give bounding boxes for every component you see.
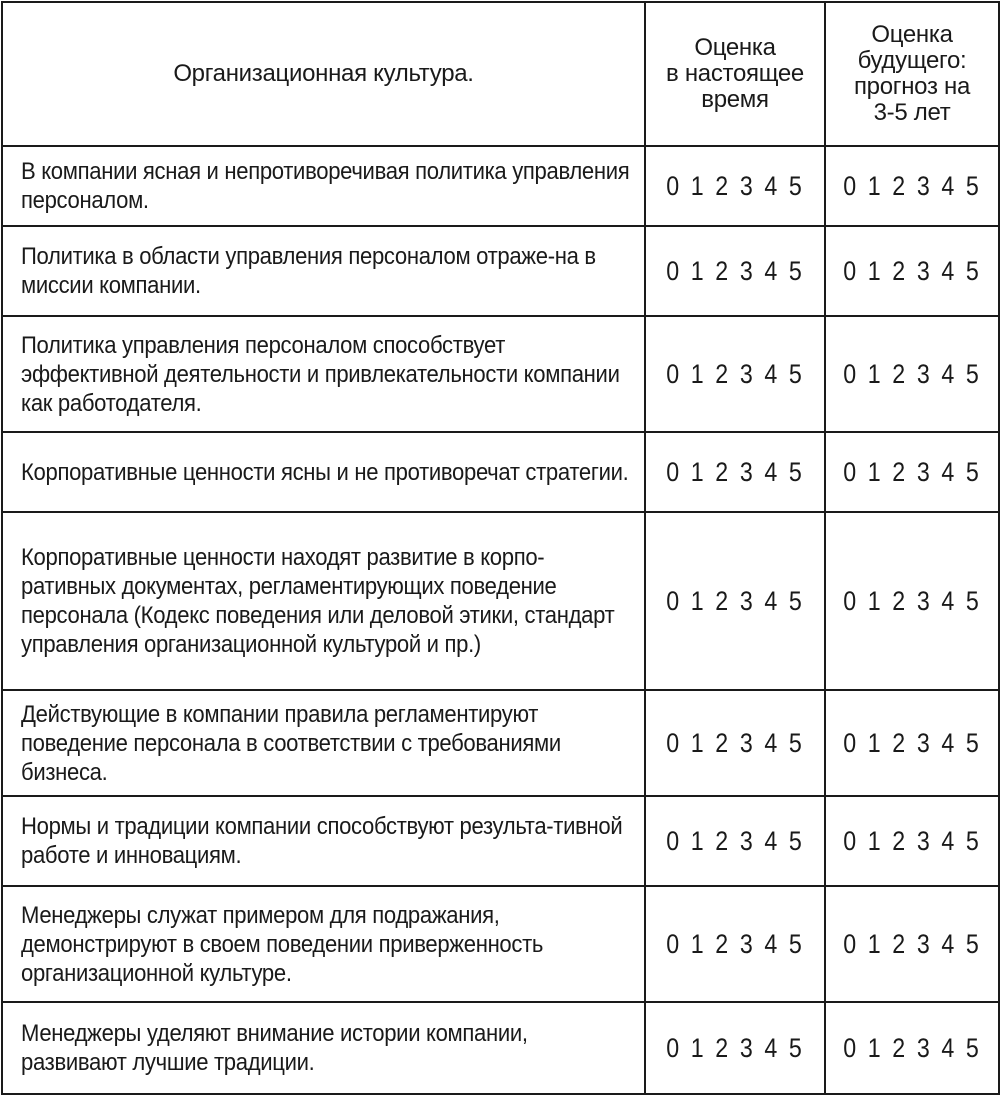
table-row [2,432,999,512]
criterion-text: Менеджеры уделяют внимание истории компании, развивают лучшие традиции. [21,1020,528,1076]
header-criterion [2,2,645,146]
future-rating-scale: 0 1 2 3 4 5 [842,170,982,201]
criterion-text: Политика управления персоналом способствует эффективной деятельности и привлекательности компании как работодателя. [21,331,620,417]
current-rating-scale: 0 1 2 3 4 5 [665,456,805,487]
criterion-cell [2,432,645,512]
future-rating-scale: 0 1 2 3 4 5 [842,456,982,487]
current-rating-scale: 0 1 2 3 4 5 [665,825,805,856]
future-rating-cell [825,690,999,796]
future-rating-scale: 0 1 2 3 4 5 [842,825,982,856]
current-rating-cell [645,432,825,512]
current-rating-scale: 0 1 2 3 4 5 [665,255,805,286]
header-future-line: 3-5 лет [873,99,951,126]
current-rating-scale: 0 1 2 3 4 5 [665,1032,805,1063]
table-row [2,146,999,226]
table-row [2,690,999,796]
future-rating-cell [825,146,999,226]
future-rating-scale: 0 1 2 3 4 5 [842,727,982,758]
table-row [2,796,999,886]
future-rating-scale: 0 1 2 3 4 5 [842,1032,982,1063]
criterion-cell [2,690,645,796]
current-rating-cell [645,226,825,316]
header-current [645,2,825,146]
future-rating-cell [825,316,999,432]
header-future-line: прогноз на [853,73,971,100]
future-rating-scale: 0 1 2 3 4 5 [842,255,982,286]
current-rating-scale: 0 1 2 3 4 5 [665,928,805,959]
header-future [825,2,999,146]
current-rating-scale: 0 1 2 3 4 5 [665,358,805,389]
current-rating-cell [645,146,825,226]
assessment-table [1,1,1000,1095]
current-rating-scale: 0 1 2 3 4 5 [665,170,805,201]
future-rating-scale: 0 1 2 3 4 5 [842,928,982,959]
header-future-line: Оценка [871,21,953,48]
criterion-cell [2,146,645,226]
criterion-cell [2,1002,645,1094]
criterion-text: Корпоративные ценности ясны и не противоречат стратегии. [21,458,629,486]
criterion-text: Менеджеры служат примером для подражания, демонстрируют в своем поведении приверженность организационной культуре. [21,901,544,987]
criterion-text: Действующие в компании правила регламентируют поведение персонала в соответствии с требованиями бизнеса. [21,700,561,786]
future-rating-cell [825,226,999,316]
future-rating-scale: 0 1 2 3 4 5 [842,358,982,389]
table-row [2,1002,999,1094]
header-criterion-label: Организационная культура. [173,60,474,87]
current-rating-scale: 0 1 2 3 4 5 [665,727,805,758]
table-row [2,226,999,316]
criterion-cell [2,886,645,1002]
header-current-line: в настоящее [666,60,804,87]
criterion-text: Политика в области управления персоналом отраже-на в миссии компании. [21,243,596,299]
criterion-cell [2,796,645,886]
future-rating-cell [825,432,999,512]
future-rating-cell [825,886,999,1002]
table-row [2,512,999,690]
future-rating-cell [825,512,999,690]
header-current-line: время [701,86,769,113]
criterion-cell [2,226,645,316]
current-rating-cell [645,512,825,690]
header-future-line: будущего: [857,47,967,74]
future-rating-cell [825,796,999,886]
criterion-text: Нормы и традиции компании способствуют результа-тивной работе и инновациям. [21,813,623,869]
criterion-text: Корпоративные ценности находят развитие в корпо-ративных документах, регламентирующих поведение персонала (Кодекс поведения или деловой этики, стандарт управления организационной культурой и пр.) [21,544,615,658]
table-row [2,316,999,432]
header-row [2,2,999,146]
table-row [2,886,999,1002]
current-rating-scale: 0 1 2 3 4 5 [665,585,805,616]
current-rating-cell [645,1002,825,1094]
current-rating-cell [645,690,825,796]
criterion-text: В компании ясная и непротиворечивая политика управления персоналом. [21,158,630,214]
future-rating-scale: 0 1 2 3 4 5 [842,585,982,616]
current-rating-cell [645,886,825,1002]
future-rating-cell [825,1002,999,1094]
current-rating-cell [645,796,825,886]
header-current-line: Оценка [694,34,776,61]
current-rating-cell [645,316,825,432]
criterion-cell [2,512,645,690]
criterion-cell [2,316,645,432]
